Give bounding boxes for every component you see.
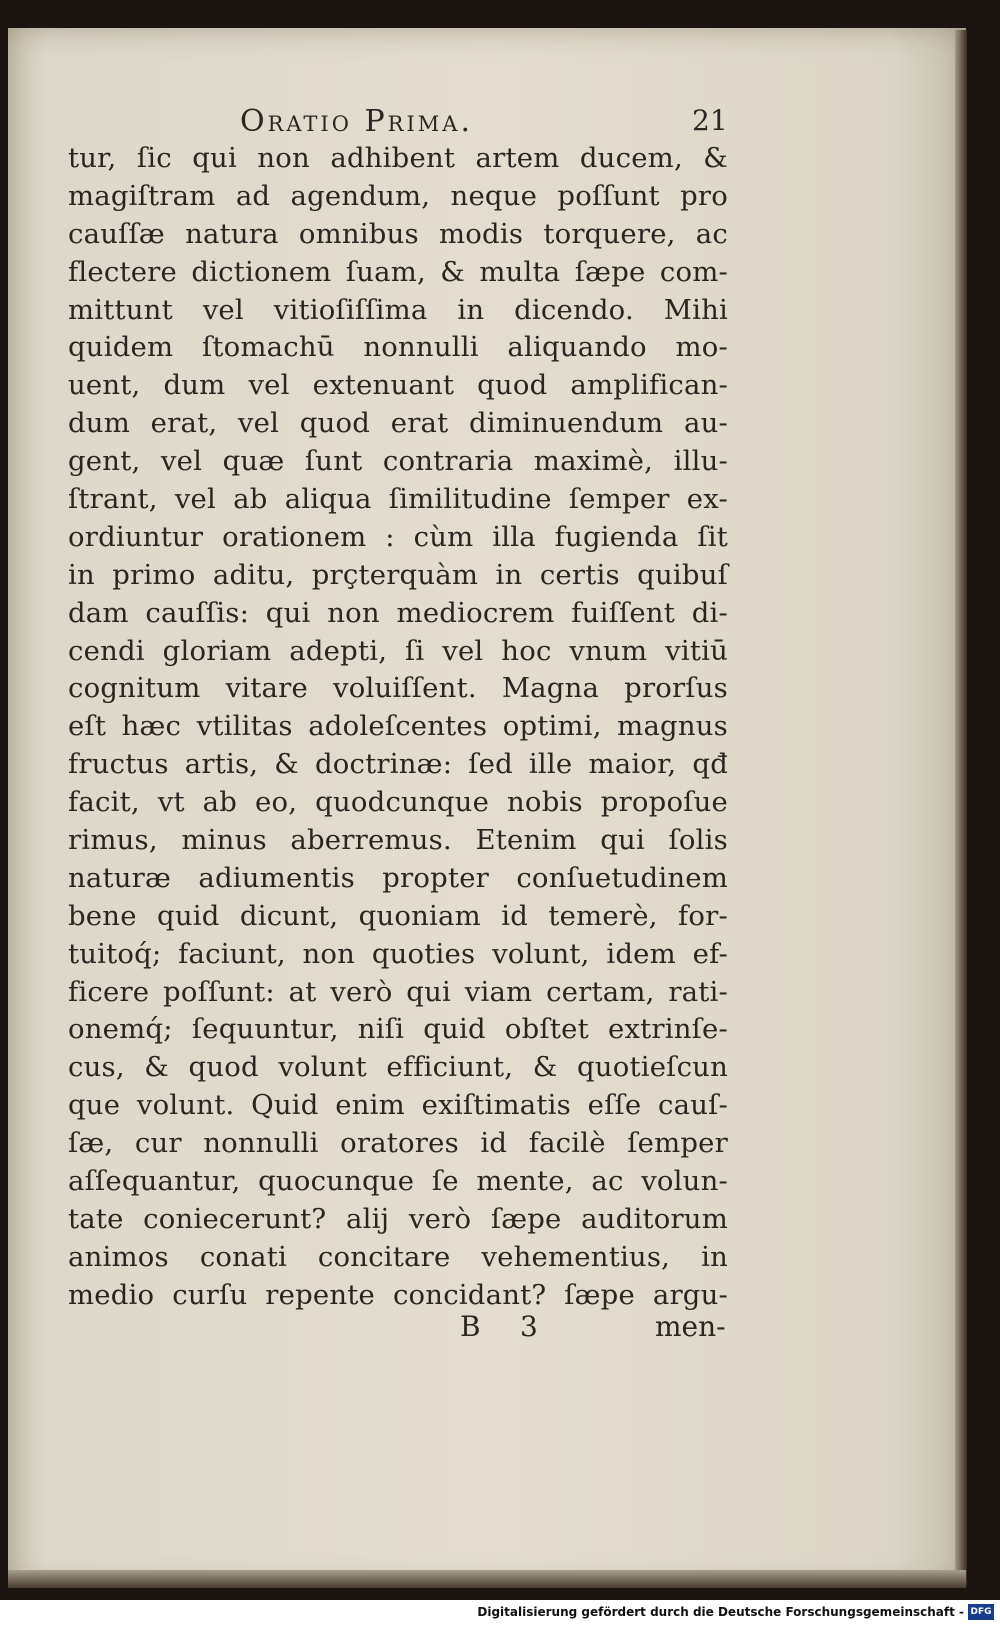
text-line: tur, ſic qui non adhibent artem ducem, & [68, 142, 728, 174]
text-line: que volunt. Quid enim exiſtimatis eſſe cauſ- [68, 1089, 728, 1122]
text-line: cendi gloriam adepti, ſi vel hoc vnum vitiū [68, 634, 728, 667]
text-line: cauſſæ natura omnibus modis torquere, ac [68, 217, 728, 250]
funding-notice: Digitalisierung gefördert durch die Deutsche Forschungsgemeinschaft - [477, 1605, 964, 1619]
text-line: bene quid dicunt, quoniam id temerè, for- [68, 899, 728, 932]
text-line: dam cauſſis: qui non mediocrem fuiſſent di- [68, 596, 728, 629]
text-line: uent, dum vel extenuant quod amplifican- [68, 369, 728, 402]
text-line: gent, vel quæ ſunt contraria maximè, illu- [68, 445, 728, 478]
text-line: ſtrant, vel ab aliqua ſimilitudine ſemper ex- [68, 483, 728, 516]
footer-bar [0, 1600, 1000, 1626]
text-line: fructus artis, & doctrinæ: ſed ille maior, qđ [68, 748, 728, 781]
text-line: ficere poſſunt: at verò qui viam certam, rati- [68, 975, 728, 1008]
text-line: eſt hæc vtilitas adoleſcentes optimi, magnus [68, 710, 728, 743]
signature-mark: B [460, 1310, 481, 1343]
catchword: men- [655, 1310, 726, 1343]
folio-number: 21 [692, 104, 728, 137]
text-line: cus, & quod volunt efficiunt, & quotieſcun [68, 1051, 728, 1084]
text-line: in primo aditu, prçterquàm in certis quibuſ [68, 558, 728, 591]
body-text [68, 140, 728, 1315]
page-edge-bottom [8, 1570, 966, 1588]
text-line: flectere dictionem ſuam, & multa ſæpe com- [68, 255, 728, 288]
text-line: onemq́; ſequuntur, niſi quid obſtet extrinſe- [68, 1013, 728, 1046]
text-line: naturæ adiumentis propter conſuetudinem [68, 861, 728, 894]
text-line: ordiuntur orationem : cùm illa fugienda ſit [68, 520, 728, 553]
text-line: magiſtram ad agendum, neque poſſunt pro [68, 179, 728, 212]
text-line: aſſequantur, quocunque ſe mente, ac volun- [68, 1165, 728, 1198]
text-line: tate coniecerunt? alij verò ſæpe auditorum [68, 1202, 728, 1235]
text-line: rimus, minus aberremus. Etenim qui ſolis [68, 824, 728, 857]
text-line: ſæ, cur nonnulli oratores id facilè ſemper [68, 1127, 728, 1160]
dfg-logo: DFG [968, 1604, 994, 1620]
page-edge-right [955, 30, 967, 1586]
signature-number: 3 [520, 1310, 538, 1343]
text-line: animos conati concitare vehementius, in [68, 1240, 728, 1273]
text-line: quidem ſtomachū nonnulli aliquando mo- [68, 331, 728, 364]
text-line: mittunt vel vitioſiſſima in dicendo. Mihi [68, 293, 728, 326]
text-line: cognitum vitare voluiſſent. Magna prorſus [68, 672, 728, 705]
running-head: Oratio Prima. [240, 104, 473, 139]
text-line: facit, vt ab eo, quodcunque nobis propoſue [68, 786, 728, 819]
text-line: dum erat, vel quod erat diminuendum au- [68, 407, 728, 440]
text-line: medio curſu repente concidant? ſæpe argu- [68, 1278, 728, 1311]
text-line: tuitoq́; faciunt, non quoties volunt, idem ef- [68, 937, 728, 970]
